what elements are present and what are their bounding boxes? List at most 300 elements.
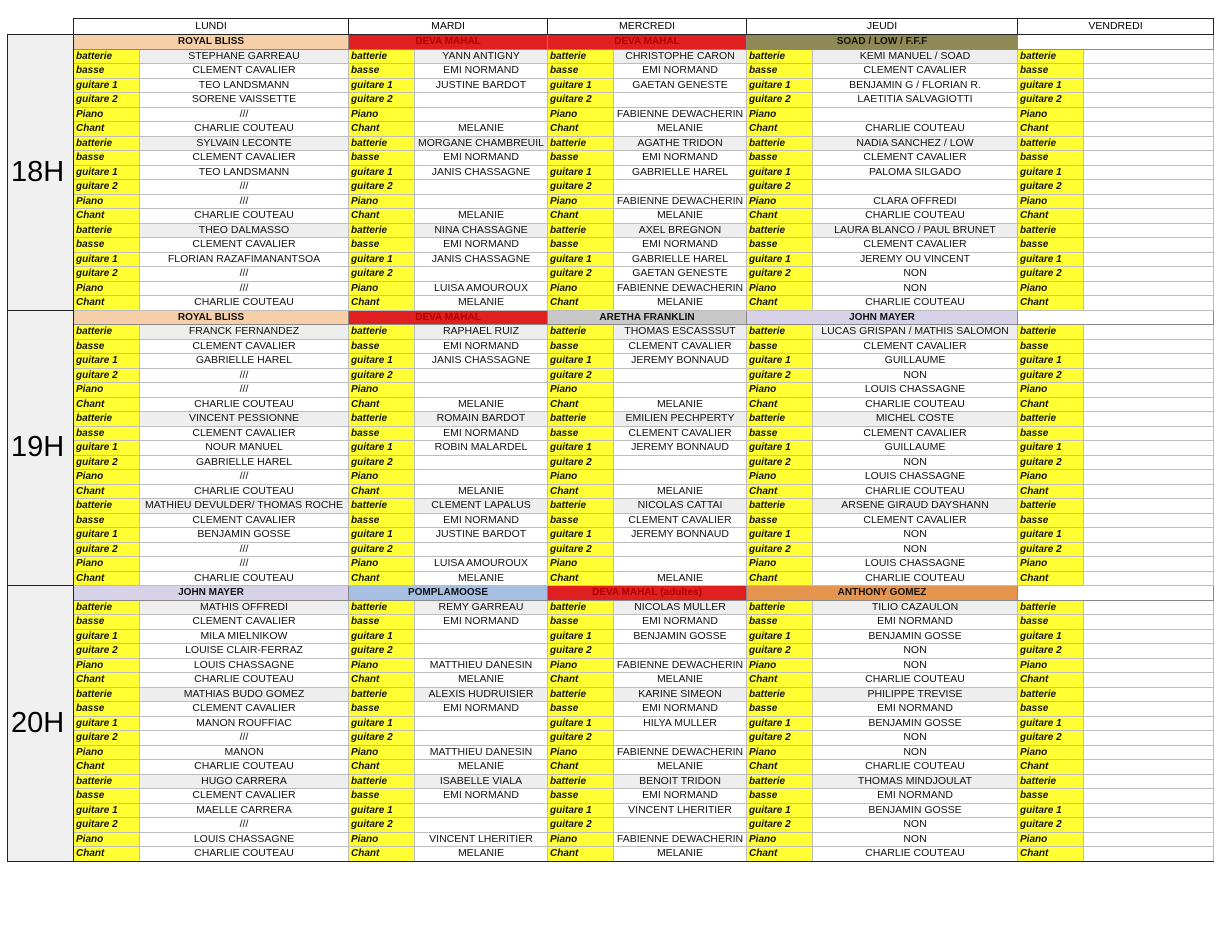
musician-cell: GABRIELLE HAREL [614, 252, 747, 267]
musician-cell: CHARLIE COUTEAU [813, 571, 1018, 586]
musician-cell: BENJAMIN GOSSE [813, 716, 1018, 731]
musician-cell [1084, 78, 1214, 93]
instrument-label: Chant [349, 397, 415, 412]
instrument-label: batterie [1018, 325, 1084, 340]
musician-cell: CLEMENT CAVALIER [614, 513, 747, 528]
instrument-label: Chant [747, 122, 813, 137]
musician-cell: JEREMY BONNAUD [614, 354, 747, 369]
musician-cell [1084, 93, 1214, 108]
musician-cell: NON [813, 818, 1018, 833]
instrument-label: batterie [747, 687, 813, 702]
instrument-label: guitare 2 [74, 731, 140, 746]
musician-cell: NON [813, 281, 1018, 296]
musician-cell: ISABELLE VIALA [415, 774, 548, 789]
instrument-label: guitare 1 [747, 803, 813, 818]
musician-cell: EMI NORMAND [614, 702, 747, 717]
instrument-label: batterie [1018, 49, 1084, 64]
musician-cell: CHARLIE COUTEAU [813, 847, 1018, 862]
instrument-label: Piano [74, 383, 140, 398]
musician-cell: LOUISE CLAIR-FERRAZ [140, 644, 349, 659]
musician-cell [1084, 107, 1214, 122]
musician-cell [1084, 557, 1214, 572]
instrument-label: basse [74, 238, 140, 253]
instrument-row [8, 397, 1214, 412]
instrument-label: basse [747, 339, 813, 354]
instrument-label: guitare 2 [74, 542, 140, 557]
instrument-row [8, 354, 1214, 369]
instrument-row [8, 615, 1214, 630]
instrument-label: guitare 1 [747, 629, 813, 644]
band-name: ROYAL BLISS [74, 35, 349, 50]
instrument-label: basse [548, 615, 614, 630]
instrument-label: batterie [349, 325, 415, 340]
instrument-label: basse [1018, 151, 1084, 166]
instrument-label: guitare 2 [747, 731, 813, 746]
instrument-label: Piano [548, 745, 614, 760]
musician-cell [1084, 673, 1214, 688]
band-name: DEVA MAHAL [548, 35, 747, 50]
instrument-label: Piano [1018, 470, 1084, 485]
musician-cell: MELANIE [415, 847, 548, 862]
instrument-label: batterie [1018, 774, 1084, 789]
instrument-label: guitare 2 [548, 455, 614, 470]
instrument-label: Chant [349, 673, 415, 688]
instrument-label: Piano [548, 470, 614, 485]
instrument-label: Chant [1018, 571, 1084, 586]
instrument-label: batterie [74, 687, 140, 702]
instrument-label: guitare 1 [1018, 441, 1084, 456]
musician-cell [1084, 368, 1214, 383]
instrument-label: guitare 1 [349, 165, 415, 180]
hour-label: 19H [8, 310, 74, 586]
instrument-label: Chant [74, 122, 140, 137]
day-header: VENDREDI [1018, 19, 1214, 35]
instrument-label: guitare 1 [74, 803, 140, 818]
instrument-label: Chant [1018, 760, 1084, 775]
instrument-label: Chant [548, 296, 614, 311]
musician-cell: EMI NORMAND [813, 615, 1018, 630]
instrument-label: Chant [747, 296, 813, 311]
musician-cell: CHARLIE COUTEAU [140, 847, 349, 862]
instrument-label: Piano [1018, 107, 1084, 122]
instrument-label: batterie [74, 499, 140, 514]
day-header-row [8, 19, 1214, 35]
instrument-label: Chant [1018, 296, 1084, 311]
musician-cell: MELANIE [614, 397, 747, 412]
instrument-label: basse [74, 64, 140, 79]
instrument-label: batterie [548, 136, 614, 151]
instrument-label: Chant [747, 484, 813, 499]
instrument-label: guitare 2 [349, 455, 415, 470]
musician-cell: CHARLIE COUTEAU [813, 122, 1018, 137]
musician-cell: MATHIS OFFREDI [140, 600, 349, 615]
instrument-label: Chant [1018, 847, 1084, 862]
musician-cell [1084, 774, 1214, 789]
instrument-label: guitare 1 [747, 528, 813, 543]
musician-cell: JANIS CHASSAGNE [415, 354, 548, 369]
instrument-label: Piano [1018, 194, 1084, 209]
instrument-label: batterie [74, 49, 140, 64]
musician-cell: MANON ROUFFIAC [140, 716, 349, 731]
musician-cell: EMI NORMAND [813, 702, 1018, 717]
instrument-label: basse [1018, 426, 1084, 441]
instrument-label: Chant [1018, 484, 1084, 499]
musician-cell: CLEMENT CAVALIER [140, 339, 349, 354]
instrument-label: guitare 1 [747, 165, 813, 180]
musician-cell: CLEMENT CAVALIER [813, 151, 1018, 166]
instrument-label: guitare 1 [548, 629, 614, 644]
instrument-label: batterie [349, 774, 415, 789]
musician-cell [614, 470, 747, 485]
instrument-label: batterie [74, 774, 140, 789]
instrument-label: Chant [747, 571, 813, 586]
musician-cell: TEO LANDSMANN [140, 78, 349, 93]
band-name: POMPLAMOOSE [349, 586, 548, 601]
instrument-label: Chant [1018, 673, 1084, 688]
instrument-label: basse [74, 426, 140, 441]
musician-cell: AGATHE TRIDON [614, 136, 747, 151]
instrument-label: Chant [349, 571, 415, 586]
musician-cell: CHRISTOPHE CARON [614, 49, 747, 64]
musician-cell [1084, 354, 1214, 369]
musician-cell: EMILIEN PECHPERTY [614, 412, 747, 427]
instrument-label: basse [548, 151, 614, 166]
instrument-label: Chant [747, 209, 813, 224]
instrument-label: guitare 2 [1018, 818, 1084, 833]
instrument-label: basse [1018, 615, 1084, 630]
hour-label: 18H [8, 35, 74, 311]
instrument-label: guitare 1 [548, 354, 614, 369]
musician-cell: CLEMENT CAVALIER [140, 513, 349, 528]
instrument-row [8, 209, 1214, 224]
instrument-label: guitare 2 [747, 93, 813, 108]
instrument-label: Chant [548, 847, 614, 862]
instrument-label: guitare 2 [747, 455, 813, 470]
musician-cell: ARSENE GIRAUD DAYSHANN [813, 499, 1018, 514]
musician-cell: /// [140, 383, 349, 398]
instrument-label: Piano [349, 658, 415, 673]
musician-cell: CLEMENT CAVALIER [813, 339, 1018, 354]
musician-cell [415, 383, 548, 398]
musician-cell: MELANIE [614, 209, 747, 224]
instrument-label: Piano [548, 557, 614, 572]
musician-cell [1084, 847, 1214, 862]
musician-cell [614, 557, 747, 572]
instrument-label: guitare 1 [747, 441, 813, 456]
musician-cell: LOUIS CHASSAGNE [813, 470, 1018, 485]
musician-cell: NON [813, 455, 1018, 470]
instrument-label: Piano [349, 194, 415, 209]
musician-cell: RAPHAEL RUIZ [415, 325, 548, 340]
musician-cell: MATTHIEU DANESIN [415, 745, 548, 760]
instrument-row [8, 658, 1214, 673]
musician-cell [1084, 339, 1214, 354]
instrument-label: batterie [747, 49, 813, 64]
instrument-label: batterie [74, 136, 140, 151]
musician-cell [415, 470, 548, 485]
band-row [8, 310, 1214, 325]
musician-cell [1084, 600, 1214, 615]
musician-cell: EMI NORMAND [614, 615, 747, 630]
instrument-label: Chant [74, 847, 140, 862]
instrument-label: Piano [349, 107, 415, 122]
musician-cell: CLEMENT CAVALIER [140, 64, 349, 79]
musician-cell [1084, 658, 1214, 673]
band-row [8, 586, 1214, 601]
instrument-label: guitare 1 [1018, 354, 1084, 369]
band-name: ANTHONY GOMEZ [747, 586, 1018, 601]
instrument-row [8, 644, 1214, 659]
musician-cell: CHARLIE COUTEAU [813, 673, 1018, 688]
musician-cell: MELANIE [614, 296, 747, 311]
instrument-label: batterie [74, 325, 140, 340]
musician-cell: MELANIE [614, 760, 747, 775]
instrument-label: Chant [548, 673, 614, 688]
instrument-label: batterie [1018, 136, 1084, 151]
instrument-label: batterie [548, 325, 614, 340]
instrument-label: basse [548, 513, 614, 528]
musician-cell [614, 383, 747, 398]
instrument-label: guitare 2 [1018, 644, 1084, 659]
instrument-label: Piano [74, 557, 140, 572]
instrument-label: batterie [349, 49, 415, 64]
musician-cell: BENJAMIN GOSSE [813, 629, 1018, 644]
musician-cell [614, 93, 747, 108]
instrument-row [8, 673, 1214, 688]
instrument-label: Piano [548, 383, 614, 398]
musician-cell: FABIENNE DEWACHERIN [614, 194, 747, 209]
instrument-label: guitare 1 [74, 252, 140, 267]
musician-cell: MELANIE [614, 571, 747, 586]
instrument-label: guitare 2 [548, 818, 614, 833]
instrument-label: Piano [548, 281, 614, 296]
instrument-label: guitare 2 [349, 818, 415, 833]
musician-cell: NON [813, 745, 1018, 760]
instrument-label: guitare 1 [747, 354, 813, 369]
instrument-label: basse [1018, 339, 1084, 354]
musician-cell: EMI NORMAND [614, 789, 747, 804]
instrument-label: Piano [1018, 745, 1084, 760]
musician-cell: EMI NORMAND [813, 789, 1018, 804]
musician-cell [415, 731, 548, 746]
instrument-label: batterie [1018, 600, 1084, 615]
instrument-label: Piano [1018, 383, 1084, 398]
musician-cell: MELANIE [614, 847, 747, 862]
band-name: ROYAL BLISS [74, 310, 349, 325]
day-header: MARDI [349, 19, 548, 35]
musician-cell [1084, 441, 1214, 456]
musician-cell: TILIO CAZAULON [813, 600, 1018, 615]
musician-cell: /// [140, 107, 349, 122]
musician-cell: LAETITIA SALVAGIOTTI [813, 93, 1018, 108]
instrument-label: batterie [548, 49, 614, 64]
instrument-label: guitare 2 [747, 368, 813, 383]
instrument-label: guitare 1 [1018, 716, 1084, 731]
musician-cell [1084, 818, 1214, 833]
musician-cell: JUSTINE BARDOT [415, 528, 548, 543]
instrument-label: batterie [349, 136, 415, 151]
musician-cell: AXEL BREGNON [614, 223, 747, 238]
musician-cell: /// [140, 542, 349, 557]
instrument-label: guitare 1 [349, 354, 415, 369]
musician-cell: EMI NORMAND [415, 702, 548, 717]
musician-cell: CHARLIE COUTEAU [140, 484, 349, 499]
instrument-label: batterie [74, 223, 140, 238]
musician-cell: FRANCK FERNANDEZ [140, 325, 349, 340]
musician-cell: PHILIPPE TREVISE [813, 687, 1018, 702]
instrument-label: Piano [747, 107, 813, 122]
musician-cell: /// [140, 281, 349, 296]
instrument-label: guitare 2 [747, 542, 813, 557]
musician-cell: HILYA MULLER [614, 716, 747, 731]
musician-cell [1084, 745, 1214, 760]
instrument-row [8, 687, 1214, 702]
instrument-label: basse [349, 64, 415, 79]
musician-cell: NON [813, 368, 1018, 383]
instrument-label: Piano [747, 832, 813, 847]
musician-cell [415, 107, 548, 122]
instrument-label: Chant [548, 760, 614, 775]
instrument-label: batterie [349, 412, 415, 427]
musician-cell [1084, 296, 1214, 311]
instrument-label: guitare 1 [1018, 78, 1084, 93]
musician-cell [1084, 499, 1214, 514]
instrument-label: guitare 2 [349, 731, 415, 746]
musician-cell [1084, 412, 1214, 427]
instrument-row [8, 484, 1214, 499]
instrument-row [8, 383, 1214, 398]
instrument-label: Chant [747, 760, 813, 775]
instrument-row [8, 107, 1214, 122]
musician-cell: CLEMENT LAPALUS [415, 499, 548, 514]
instrument-label: guitare 1 [1018, 803, 1084, 818]
instrument-label: guitare 1 [74, 629, 140, 644]
musician-cell [1084, 484, 1214, 499]
instrument-label: guitare 2 [74, 644, 140, 659]
musician-cell [415, 629, 548, 644]
instrument-label: Chant [349, 209, 415, 224]
day-header: JEUDI [747, 19, 1018, 35]
musician-cell [1084, 789, 1214, 804]
instrument-row [8, 470, 1214, 485]
instrument-label: Piano [1018, 832, 1084, 847]
musician-cell: CHARLIE COUTEAU [813, 209, 1018, 224]
instrument-label: basse [1018, 789, 1084, 804]
musician-cell: JEREMY OU VINCENT [813, 252, 1018, 267]
musician-cell: LUISA AMOUROUX [415, 557, 548, 572]
instrument-label: basse [349, 339, 415, 354]
musician-cell: LUISA AMOUROUX [415, 281, 548, 296]
musician-cell [1084, 136, 1214, 151]
musician-cell [1084, 528, 1214, 543]
instrument-label: guitare 2 [548, 368, 614, 383]
instrument-row [8, 513, 1214, 528]
instrument-label: batterie [1018, 223, 1084, 238]
musician-cell: EMI NORMAND [415, 64, 548, 79]
instrument-label: Piano [349, 557, 415, 572]
musician-cell: LOUIS CHASSAGNE [813, 383, 1018, 398]
musician-cell: MELANIE [614, 122, 747, 137]
musician-cell [415, 93, 548, 108]
musician-cell: MELANIE [415, 760, 548, 775]
musician-cell [614, 818, 747, 833]
instrument-row [8, 818, 1214, 833]
instrument-row [8, 238, 1214, 253]
instrument-label: basse [349, 702, 415, 717]
musician-cell [1084, 151, 1214, 166]
instrument-label: guitare 2 [747, 644, 813, 659]
instrument-label: Piano [1018, 658, 1084, 673]
instrument-label: guitare 2 [548, 731, 614, 746]
instrument-label: guitare 1 [747, 716, 813, 731]
instrument-label: guitare 1 [1018, 528, 1084, 543]
band-name: DEVA MAHAL [349, 310, 548, 325]
musician-cell: JEREMY BONNAUD [614, 441, 747, 456]
musician-cell: YANN ANTIGNY [415, 49, 548, 64]
instrument-label: batterie [349, 600, 415, 615]
instrument-label: Piano [747, 281, 813, 296]
musician-cell: HUGO CARRERA [140, 774, 349, 789]
instrument-label: basse [747, 238, 813, 253]
musician-cell [415, 542, 548, 557]
instrument-label: Piano [1018, 557, 1084, 572]
musician-cell: CLEMENT CAVALIER [813, 426, 1018, 441]
musician-cell: ROMAIN BARDOT [415, 412, 548, 427]
instrument-label: batterie [548, 223, 614, 238]
musician-cell: CLEMENT CAVALIER [813, 64, 1018, 79]
musician-cell: NINA CHASSAGNE [415, 223, 548, 238]
instrument-label: guitare 1 [74, 354, 140, 369]
instrument-label: guitare 2 [548, 542, 614, 557]
instrument-label: Piano [74, 194, 140, 209]
musician-cell [1084, 238, 1214, 253]
instrument-label: guitare 1 [548, 441, 614, 456]
musician-cell: PALOMA SILGADO [813, 165, 1018, 180]
musician-cell: BENJAMIN GOSSE [813, 803, 1018, 818]
musician-cell: MATHIEU DEVULDER/ THOMAS ROCHE [140, 499, 349, 514]
instrument-label: basse [747, 702, 813, 717]
instrument-label: Piano [349, 383, 415, 398]
musician-cell: BENOIT TRIDON [614, 774, 747, 789]
musician-cell: CLEMENT CAVALIER [140, 426, 349, 441]
musician-cell [1084, 223, 1214, 238]
instrument-label: guitare 1 [548, 78, 614, 93]
musician-cell: NON [813, 658, 1018, 673]
musician-cell [614, 542, 747, 557]
instrument-row [8, 78, 1214, 93]
musician-cell: NON [813, 832, 1018, 847]
instrument-label: guitare 1 [349, 528, 415, 543]
instrument-label: guitare 1 [1018, 252, 1084, 267]
instrument-label: Chant [1018, 122, 1084, 137]
musician-cell [614, 644, 747, 659]
musician-cell [1084, 383, 1214, 398]
instrument-label: batterie [548, 687, 614, 702]
instrument-label: batterie [74, 600, 140, 615]
musician-cell: MELANIE [614, 673, 747, 688]
musician-cell: MANON [140, 745, 349, 760]
musician-cell: FABIENNE DEWACHERIN [614, 281, 747, 296]
instrument-label: batterie [747, 412, 813, 427]
instrument-label: Piano [349, 281, 415, 296]
musician-cell: THOMAS MINDJOULAT [813, 774, 1018, 789]
instrument-label: Chant [548, 122, 614, 137]
musician-cell: BENJAMIN GOSSE [614, 629, 747, 644]
instrument-row [8, 296, 1214, 311]
musician-cell: EMI NORMAND [415, 339, 548, 354]
musician-cell: CLEMENT CAVALIER [813, 513, 1018, 528]
instrument-label: guitare 1 [349, 629, 415, 644]
